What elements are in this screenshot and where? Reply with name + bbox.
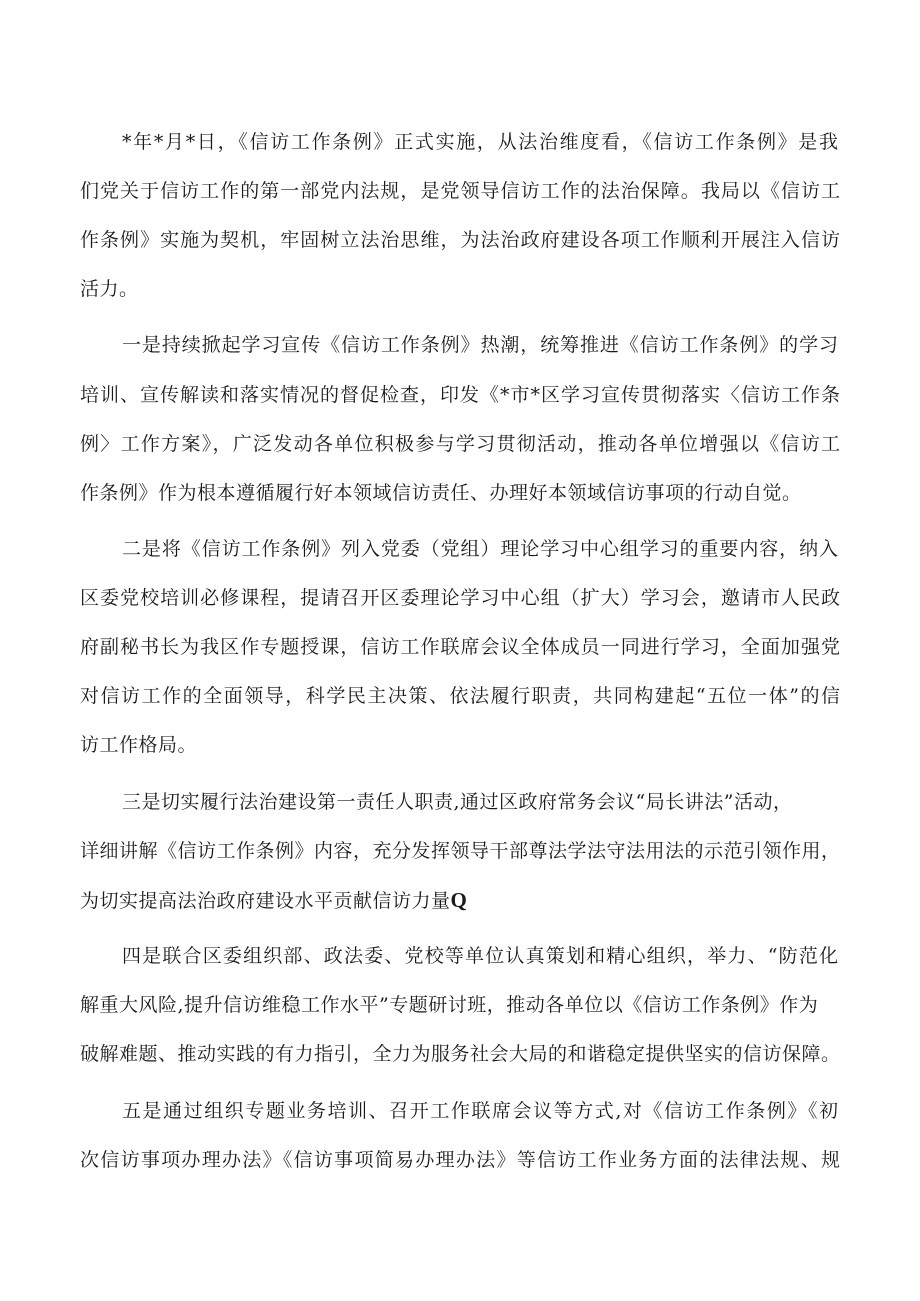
text-line: 次信访事项办理办法》《信访事项简易办理办法》等信访工作业务方面的法律法规、规 [80, 1149, 842, 1171]
text-line: 访工作格局。 [80, 734, 198, 756]
text-line: 作条例》实施为契机，牢固树立法治思维，为法治政府建设各项工作顺利开展注入信访 [80, 229, 842, 251]
text-line: 一是持续掀起学习宣传《信访工作条例》热潮，统筹推进《信访工作条例》的学习 [122, 334, 839, 356]
text-line: 们党关于信访工作的第一部党内法规，是党领导信访工作的法治保障。我局以《信访工 [80, 180, 842, 202]
text-line: *年*月*日，《信访工作条例》正式实施，从法治维度看，《信访工作条例》是我 [122, 131, 840, 153]
text-line: 培训、宣传解读和落实情况的督促检查，印发《*市*区学习宣传贯彻落实〈信访工作条 [80, 384, 841, 406]
text-line: 解重大风险,提升信访维稳工作水平”专题研讨班，推动各单位以《信访工作条例》作为 [80, 994, 819, 1016]
text-line: 活力。 [80, 278, 139, 300]
text-line: 五是通过组织专题业务培训、召开工作联席会议等方式,对《信访工作条例》《初 [122, 1100, 840, 1122]
text-line-content: 为切实提高法治政府建设水平贡献信访力量 [80, 890, 451, 912]
trailing-mark: Q [450, 888, 468, 912]
text-line: 详细讲解《信访工作条例》内容，充分发挥领导干部尊法学法守法用法的示范引领作用， [80, 840, 841, 862]
text-line: 破解难题、推动实践的有力指引，全力为服务社会大局的和谐稳定提供坚实的信访保障。 [80, 1043, 841, 1065]
text-line: 二是将《信访工作条例》列入党委（党组）理论学习中心组学习的重要内容，纳入 [122, 538, 839, 560]
text-line: 对信访工作的全面领导，科学民主决策、依法履行职责，共同构建起“五位一体”的信 [80, 685, 842, 707]
text-line: 三是切实履行法治建设第一责任人职责,通过区政府常务会议“局长讲法”活动， [122, 791, 793, 813]
text-line: 府副秘书长为我区作专题授课，信访工作联席会议全体成员一同进行学习，全面加强党 [80, 636, 842, 658]
text-line: 四是联合区委组织部、政法委、党校等单位认真策划和精心组织，举力、“防范化 [122, 945, 840, 967]
text-line: 作条例》作为根本遵循履行好本领域信访责任、办理好本领域信访事项的行动自觉。 [80, 482, 802, 504]
text-line: 例〉工作方案》，广泛发动各单位积极参与学习贯彻活动，推动各单位增强以《信访工 [80, 433, 842, 455]
text-line: 区委党校培训必修课程，提请召开区委理论学习中心组（扩大）学习会，邀请市人民政 [80, 587, 842, 609]
text-line [80, 886, 467, 914]
